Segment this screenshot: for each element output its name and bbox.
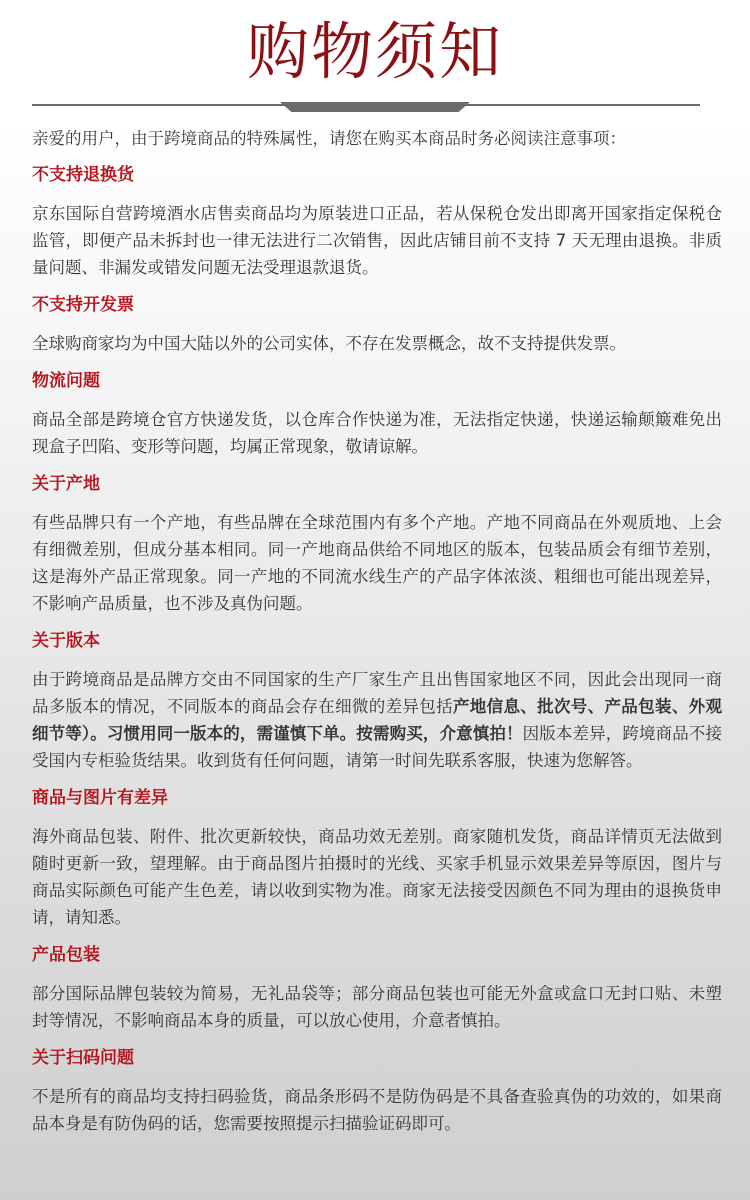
section-body xyxy=(32,666,722,774)
section-title: 关于扫码问题 xyxy=(32,1048,134,1068)
section-title: 关于产地 xyxy=(32,474,100,494)
section-title: 不支持退换货 xyxy=(32,165,134,185)
section-body: 商品全部是跨境仓官方快递发货，以仓库合作快递为准，无法指定快递，快递运输颠簸难免出现盒子凹陷、变形等问题，均属正常现象，敬请谅解。 xyxy=(32,410,722,456)
section-no-return xyxy=(32,162,722,281)
section-body: 京东国际自营跨境酒水店售卖商品均为原装进口正品，若从保税仓发出即离开国家指定保税仓监管，即便产品未拆封也一律无法进行二次销售，因此店铺目前不支持 7 天无理由退换。非质量问题、非漏发或错发问题无法受理退款退货。 xyxy=(32,204,722,277)
section-body: 有些品牌只有一个产地，有些品牌在全球范围内有多个产地。产地不同商品在外观质地、上会有细微差别，但成分基本相同。同一产地商品供给不同地区的版本，包装品质会有细节差别，这是海外产品正常现象。同一产地的不同流水线生产的产品字体浓淡、粗细也可能出现差异，不影响产品质量，也不涉及真伪问题。 xyxy=(32,513,722,613)
section-body-emphasis: 产地信息、批次号、产品包装、外观细节等）。习惯用同一版本的，需谨慎下单。按需购买，介意慎拍！ xyxy=(32,697,723,743)
section-packaging xyxy=(32,942,722,1034)
title-divider-tab xyxy=(280,102,470,112)
notice-content xyxy=(32,126,722,1148)
section-origin xyxy=(32,471,722,617)
section-title: 不支持开发票 xyxy=(32,295,134,315)
section-body: 不是所有的商品均支持扫码验货，商品条形码不是防伪码是不具备查验真伪的功效的，如果商品本身是有防伪码的话，您需要按照提示扫描验证码即可。 xyxy=(32,1087,722,1133)
section-body: 部分国际品牌包装较为简易，无礼品袋等；部分商品包装也可能无外盒或盒口无封口贴、未塑封等情况，不影响商品本身的质量，可以放心使用，介意者慎拍。 xyxy=(32,984,722,1030)
section-body: 全球购商家均为中国大陆以外的公司实体，不存在发票概念，故不支持提供发票。 xyxy=(32,334,626,353)
section-no-invoice xyxy=(32,292,722,357)
section-title: 物流问题 xyxy=(32,371,100,391)
section-title: 关于版本 xyxy=(32,631,100,651)
section-image-difference xyxy=(32,785,722,931)
section-body: 海外商品包装、附件、批次更新较快，商品功效无差别。商家随机发货，商品详情页无法做到随时更新一致，望理解。由于商品图片拍摄时的光线、买家手机显示效果差异等原因，图片与商品实际颜色可能产生色差，请以收到实物为准。商家无法接受因颜色不同为理由的退换货申请，请知悉。 xyxy=(32,827,722,927)
section-body-part: 因版本差异，跨境商品不接受国内专柜验货结果。收到货有任何问题，请第一时间先联系客服，快速为您解答。 xyxy=(32,724,723,770)
section-scan-code xyxy=(32,1045,722,1137)
intro-text: 亲爱的用户，由于跨境商品的特殊属性，请您在购买本商品时务必阅读注意事项： xyxy=(32,129,626,148)
section-body-part: 由于跨境商品是品牌方交由不同国家的生产厂家生产且出售国家地区不同，因此会出现同一商品多版本的情况，不同版本的商品会存在细微的差异包括 xyxy=(32,670,722,716)
section-title: 商品与图片有差异 xyxy=(32,788,168,808)
page-title: 购物须知 xyxy=(246,15,503,88)
section-version xyxy=(32,628,722,774)
section-logistics xyxy=(32,368,722,460)
section-title: 产品包装 xyxy=(32,945,100,965)
